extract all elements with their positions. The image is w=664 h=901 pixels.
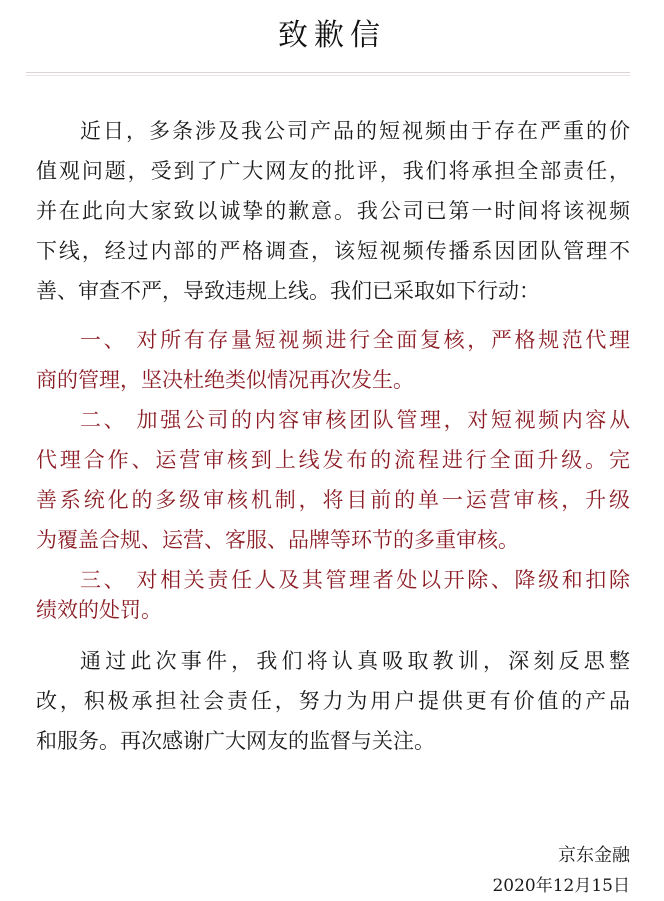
text-line: 善系统化的多级审核机制，将目前的单一运营审核，升级	[36, 488, 630, 512]
date: 2020年12月15日	[492, 876, 630, 896]
text-line: 绩效的处罚。	[36, 598, 162, 622]
signature: 京东金融	[558, 845, 630, 866]
text-line: 值观问题，受到了广大网友的批评，我们将承担全部责任，	[36, 159, 630, 183]
letter-title: 致歉信	[278, 18, 386, 53]
text-line: 为覆盖合规、运营、客服、品牌等环节的多重审核。	[36, 528, 519, 552]
title-divider	[26, 72, 630, 76]
action-item-3: 三、 对相关责任人及其管理者处以开除、降级和扣除	[80, 568, 630, 592]
text-line: 和服务。再次感谢广大网友的监督与关注。	[36, 729, 435, 753]
action-item-2: 二、 加强公司的内容审核团队管理，对短视频内容从	[80, 408, 630, 432]
text-line: 代理合作、运营审核到上线发布的流程进行全面升级。完	[36, 448, 630, 472]
text-line: 商的管理，坚决杜绝类似情况再次发生。	[36, 368, 414, 392]
text-line: 近日，多条涉及我公司产品的短视频由于存在严重的价	[80, 119, 630, 143]
text-line: 通过此次事件，我们将认真吸取教训，深刻反思整	[80, 649, 630, 673]
action-item-1: 一、 对所有存量短视频进行全面复核，严格规范代理	[80, 328, 630, 352]
text-line: 并在此向大家致以诚挚的歉意。我公司已第一时间将该视频	[36, 199, 630, 223]
text-line: 下线，经过内部的严格调查，该短视频传播系因团队管理不	[36, 239, 630, 263]
text-line: 善、审查不严，导致违规上线。我们已采取如下行动：	[36, 279, 540, 303]
text-line: 改，积极承担社会责任，努力为用户提供更有价值的产品	[36, 689, 630, 713]
